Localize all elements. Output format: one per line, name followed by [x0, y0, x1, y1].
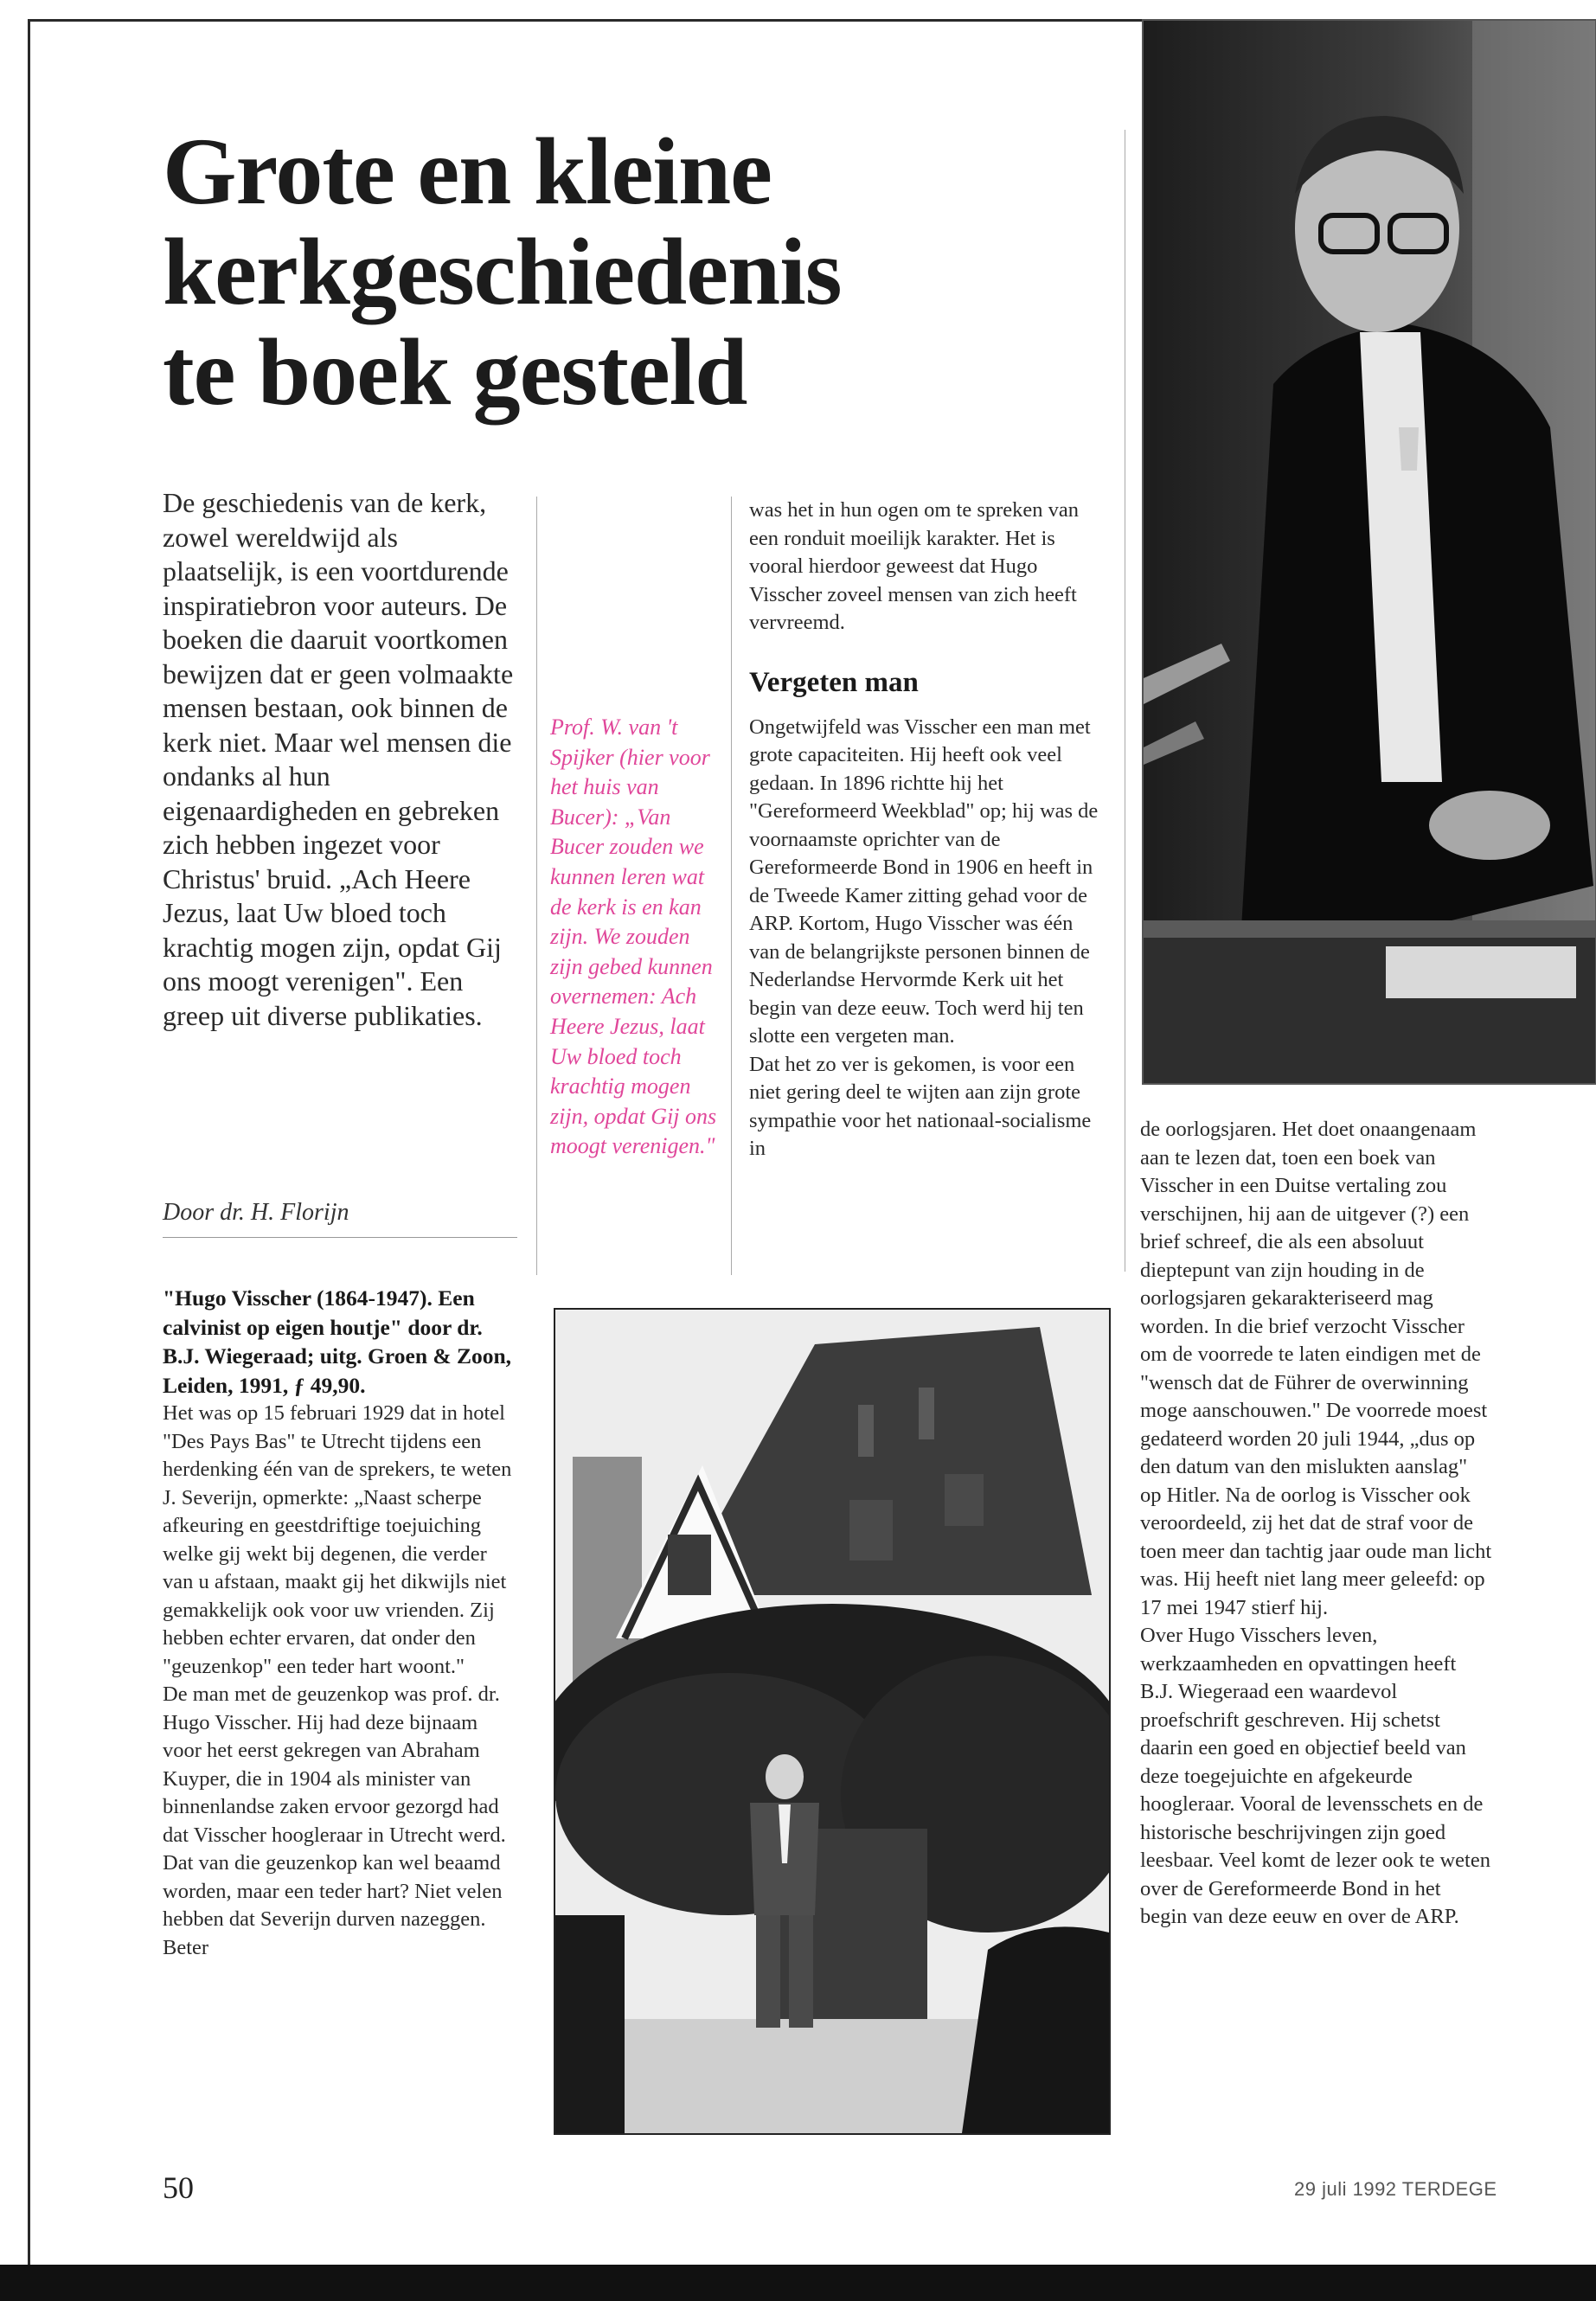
column-divider [536, 497, 537, 1275]
subheading: Vergeten man [749, 666, 919, 698]
article-title [163, 119, 1028, 425]
pull-quote: Prof. W. van 't Spijker (hier voor het huis van Bucer): „Van Bucer zouden we kunnen leren wat de kerk is en kan zijn. We zouden zijn gebed kunnen overnemen: Ach Heere Jezus, laat Uw bloed toch krachtig mogen zijn, opdat Gij ons moogt verenigen." [550, 715, 717, 1159]
top-border [28, 19, 1152, 22]
paragraph: Over Hugo Visschers leven, werkzaamheden en opvattingen heeft B.J. Wiegeraad een waardevol proefschrift geschreven. Hij schetst daarin een goed en objectief beeld van deze toegejuichte en afgekeurde hoogleraar. Vooral de levensschets en de historische beschrijvingen zijn goed leesbaar. Veel komt de lezer ook te weten over de Gereformeerde Bond in het begin van deze eeuw en over de ARP. [1140, 1624, 1490, 1928]
byline-rule [163, 1237, 517, 1238]
title-line-2: kerkgeschiedenis [163, 219, 842, 324]
paragraph: Het was op 15 februari 1929 dat in hotel "Des Pays Bas" te Utrecht tijdens een herdenking één van de sprekers, te weten J. Severijn, opmerkte: „Naast scherpe afkeuring en geestdriftige toejuiching welke gij wekt bij degenen, die verder van u afstaan, maakt gij het dikwijls niet gemakkelijk ook voor uw vrienden. Zij hebben echter ervaren, dat onder den "geuzenkop" een teder hart woont." [163, 1401, 512, 1678]
column-3 [1140, 1116, 1493, 1932]
column-1 [163, 1284, 517, 1962]
photo-speaker [1142, 19, 1596, 1085]
column-divider [731, 497, 732, 1275]
house-illustration [555, 1310, 1109, 2133]
intro-lead: De geschiedenis van de kerk, zowel wereldwijd als plaatselijk, is een voortdurende inspiratiebron voor auteurs. De boeken die daaruit voortkomen bewijzen dat er geen volmaakte mensen bestaan, ook binnen de kerk niet. Maar wel mensen die ondanks al hun eigenaardigheden en gebreken zich hebben ingezet voor Christus' bruid. „Ach Heere Jezus, laat Uw bloed toch krachtig mogen zijn, opdat Gij ons moogt verenigen". Een greep uit diverse publikaties. [163, 487, 514, 1031]
paragraph: Dat van die geuzenkop kan wel beaamd worden, maar een teder hart? Niet velen hebben dat Severijn durven nazeggen. Beter [163, 1851, 503, 1959]
book-heading: "Hugo Visscher (1864-1947). Een calvinist op eigen houtje" door dr. B.J. Wiegeraad; uitg. Groen & Zoon, Leiden, 1991, ƒ 49,90. [163, 1285, 512, 1398]
paragraph: Ongetwijfeld was Visscher een man met grote capaciteiten. Hij heeft ook veel gedaan. In 1896 richtte hij het "Gereformeerd Weekblad" op; hij was de voornaamste oprichter van de Gereformeerde Bond in 1906 en heeft in de Tweede Kamer zitting gehad voor de ARP. Kortom, Hugo Visscher was één van de belangrijkste personen binnen de Nederlandse Hervormde Kerk uit het begin van deze eeuw. Toch werd hij ten slotte een vergeten man. [749, 715, 1099, 1048]
bottom-border [0, 2265, 1596, 2301]
title-line-1: Grote en kleine [163, 119, 772, 224]
photo-house [554, 1308, 1111, 2135]
speaker-illustration [1144, 21, 1595, 1083]
page-number: 50 [163, 2170, 194, 2205]
left-border [28, 19, 30, 2268]
paragraph: de oorlogsjaren. Het doet onaangenaam aan te lezen dat, toen een boek van Visscher in een Duitse vertaling zou verschijnen, hij aan de uitgever (?) een brief schreef, die als een absoluut dieptepunt van zijn houding in de oorlogsjaren gekarakteriseerd mag worden. In die brief verzocht Visscher om de voorrede te laten eindigen met de "wensch dat de Führer de overwinning moge aanschouwen." De voorrede moest gedateerd worden 20 juli 1944, „dus op den datum van den mislukten aanslag" op Hitler. Na de oorlog is Visscher ook veroordeeld, zij het dat de straf voor de toen meer dan tachtig jaar oude man licht was. Hij heeft niet lang meer geleefd: op 17 mei 1947 stierf hij. [1140, 1118, 1492, 1619]
column-2 [749, 497, 1102, 1163]
paragraph: De man met de geuzenkop was prof. dr. Hugo Visscher. Hij had deze bijnaam voor het eerst gekregen van Abraham Kuyper, die in 1904 als minister van binnenlandse zaken ervoor gezorgd had dat Visscher hoogleraar in Utrecht werd. [163, 1682, 506, 1847]
paragraph: was het in hun ogen om te spreken van een ronduit moeilijk karakter. Het is vooral hierdoor geweest dat Hugo Visscher zoveel mensen van zich heeft vervreemd. [749, 498, 1080, 634]
issue-dateline: 29 juli 1992 TERDEGE [1294, 2178, 1497, 2200]
byline: Door dr. H. Florijn [163, 1199, 349, 1226]
paragraph: Dat het zo ver is gekomen, is voor een niet gering deel te wijten aan zijn grote sympathie voor het nationaal-socialisme in [749, 1052, 1092, 1160]
title-line-3: te boek gesteld [163, 319, 747, 425]
